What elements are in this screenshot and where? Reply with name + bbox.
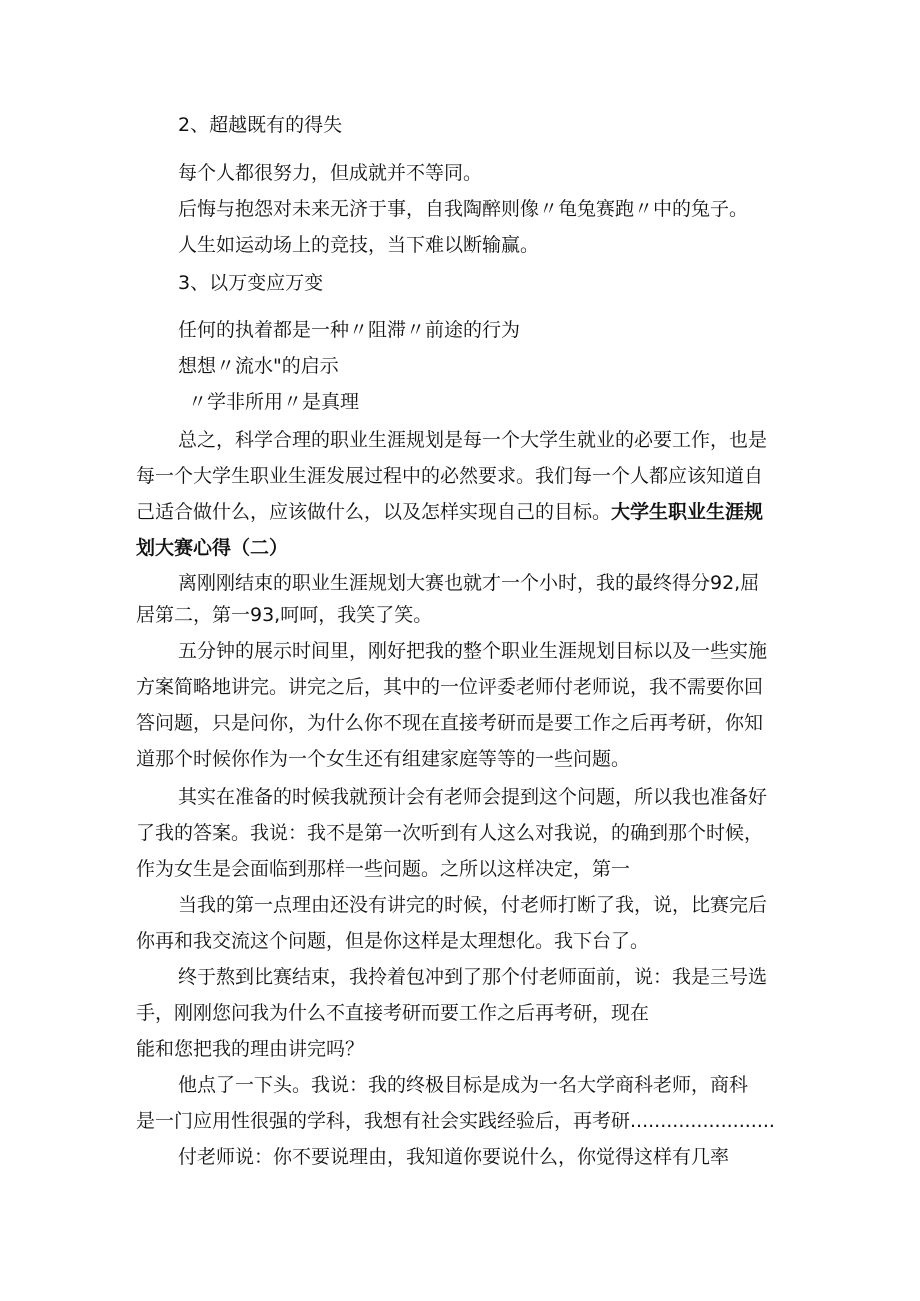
paragraph-line: 五分钟的展示时间里，刚好把我的整个职业生涯规划目标以及一些实施	[178, 640, 768, 662]
text-line: 〃学非所用〃是真理	[188, 391, 360, 413]
article-title: 划大赛心得（二）	[136, 537, 289, 559]
paragraph-line: 当我的第一点理由还没有讲完的时候，付老师打断了我，说，比赛完后	[178, 894, 768, 916]
paragraph-text: 己适合做什么，应该做什么，以及怎样实现自己的目标。	[136, 501, 612, 523]
text-line: 人生如运动场上的竞技，当下难以断输赢。	[178, 234, 540, 256]
paragraph-line: 是一门应用性很强的学科，我想有社会实践经验后，再考研........................	[136, 1110, 775, 1132]
text-line: 每个人都很努力，但成就并不等同。	[178, 162, 483, 184]
section-heading: 2、超越既有的得失	[178, 114, 343, 136]
paragraph-line: 居第二，第一93,呵呵，我笑了笑。	[136, 604, 433, 626]
paragraph-line: 付老师说：你不要说理由，我知道你要说什么，你觉得这样有几率	[178, 1146, 730, 1168]
paragraph-line: 离刚刚结束的职业生涯规划大赛也就才一个小时，我的最终得分92,屈	[178, 572, 760, 594]
paragraph-line: 终于熬到比赛结束，我拎着包冲到了那个付老师面前，说：我是三号选	[178, 966, 768, 988]
paragraph-line: 你再和我交流这个问题，但是你这样是太理想化。我下台了。	[136, 930, 650, 952]
paragraph-line: 能和您把我的理由讲完吗？	[136, 1038, 365, 1060]
paragraph-line: 道那个时候你作为一个女生还有组建家庭等等的一些问题。	[136, 748, 631, 770]
paragraph-line: 作为女生是会面临到那样一些问题。之所以这样决定，第一	[136, 858, 631, 880]
text-line: 后悔与抱怨对未来无济于事，自我陶醉则像〃龟兔赛跑〃中的兔子。	[178, 198, 749, 220]
paragraph-line: 手，刚刚您问我为什么不直接考研而要工作之后再考研，现在	[136, 1002, 650, 1024]
paragraph-line	[136, 499, 763, 525]
article-title-part: 大学生职业生涯规	[611, 501, 764, 523]
text-line: 任何的执着都是一种〃阻滞〃前途的行为	[178, 319, 521, 341]
text-line: 想想〃流水"的启示	[178, 355, 339, 377]
paragraph-line: 他点了一下头。我说：我的终极目标是成为一名大学商科老师，商科	[178, 1074, 749, 1096]
paragraph-line: 了我的答案。我说：我不是第一次听到有人这么对我说，的确到那个时候，	[136, 822, 764, 844]
section-heading: 3、以万变应万变	[178, 272, 324, 294]
paragraph-line: 方案简略地讲完。讲完之后，其中的一位评委老师付老师说，我不需要你回	[136, 676, 764, 698]
paragraph-line: 其实在准备的时候我就预计会有老师会提到这个问题，所以我也准备好	[178, 786, 768, 808]
paragraph-line: 答问题，只是问你，为什么你不现在直接考研而是要工作之后再考研，你知	[136, 712, 764, 734]
paragraph-line: 每一个大学生职业生涯发展过程中的必然要求。我们每一个人都应该知道自	[136, 465, 764, 487]
paragraph-line: 总之，科学合理的职业生涯规划是每一个大学生就业的必要工作，也是	[178, 429, 768, 451]
